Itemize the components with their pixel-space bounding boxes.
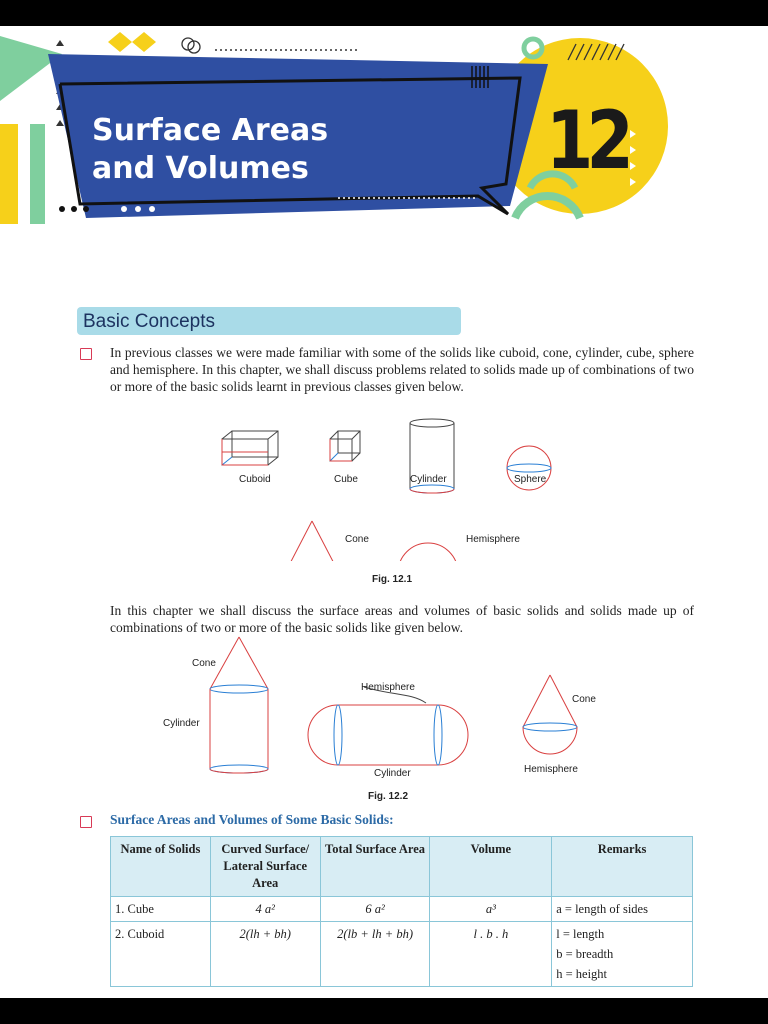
cone-shape xyxy=(284,521,340,561)
header-csa: Curved Surface/ Lateral Surface Area xyxy=(210,837,320,897)
label-cylinder: Cylinder xyxy=(410,474,447,485)
cone-hemisphere-shape xyxy=(523,675,577,754)
cell-remarks: l = length b = breadth h = height xyxy=(552,922,693,987)
label-cone-right: Cone xyxy=(572,694,596,705)
cell-tsa: 2(lb + lh + bh) xyxy=(320,922,430,987)
chapter-title-line1: Surface Areas xyxy=(92,113,329,148)
cell-volume: l . b . h xyxy=(430,922,552,987)
cell-name: 1. Cube xyxy=(111,897,211,922)
table-row xyxy=(111,897,693,922)
combination-paragraph: In this chapter we shall discuss the surface areas and volumes of basic solids and solids made up of combinations of two or more of the basic solids like given below. xyxy=(110,603,694,635)
label-cuboid: Cuboid xyxy=(239,474,271,485)
label-cylinder-left: Cylinder xyxy=(163,718,200,729)
label-hemisphere-right: Hemisphere xyxy=(524,764,578,775)
header-volume: Volume xyxy=(430,837,552,897)
cell-remarks: a = length of sides xyxy=(552,897,693,922)
label-sphere: Sphere xyxy=(514,474,547,485)
section-title: Basic Concepts xyxy=(83,311,216,332)
label-cone-top: Cone xyxy=(192,658,216,669)
yellow-bar-shape xyxy=(0,124,18,224)
capsule-shape xyxy=(308,687,468,765)
label-hemisphere-mid: Hemisphere xyxy=(361,682,415,693)
intro-paragraph: In previous classes we were made familiar with some of the solids like cuboid, cone, cylinder, cube, sphere and hemisphere. In this chapter, we shall discuss problems related to solids made up of combinations of two or more of the basic solids learnt in previous classes given below. xyxy=(110,345,694,394)
label-cube: Cube xyxy=(334,474,358,485)
figure-caption-12-2: Fig. 12.2 xyxy=(368,791,409,802)
hemisphere-shape xyxy=(398,543,458,561)
table-row xyxy=(111,922,693,987)
bullet-square-icon xyxy=(80,816,92,828)
bullet-square-icon xyxy=(80,348,92,360)
cell-tsa: 6 a² xyxy=(320,897,430,922)
cell-volume: a³ xyxy=(430,897,552,922)
figure-12-1 xyxy=(200,411,580,561)
table-heading: Surface Areas and Volumes of Some Basic Solids: xyxy=(110,812,394,827)
cube-shape xyxy=(330,431,360,461)
solids-table xyxy=(110,836,693,987)
cone-cylinder-shape xyxy=(210,637,268,773)
cell-csa: 2(lh + bh) xyxy=(210,922,320,987)
cell-csa: 4 a² xyxy=(210,897,320,922)
figure-caption-12-1: Fig. 12.1 xyxy=(372,574,413,585)
chapter-number: 12 xyxy=(546,94,628,187)
table-header-row xyxy=(111,837,693,897)
label-cone: Cone xyxy=(345,534,369,545)
green-bar-shape xyxy=(30,124,45,224)
header-tsa: Total Surface Area xyxy=(320,837,430,897)
chapter-title-line2: and Volumes xyxy=(92,151,309,186)
label-hemisphere: Hemisphere xyxy=(466,534,520,545)
header-remarks: Remarks xyxy=(552,837,693,897)
section-heading-bar xyxy=(77,307,461,335)
cuboid-shape xyxy=(222,431,278,465)
cell-name: 2. Cuboid xyxy=(111,922,211,987)
textbook-page xyxy=(0,26,768,998)
header-name: Name of Solids xyxy=(111,837,211,897)
label-cylinder-mid: Cylinder xyxy=(374,768,411,779)
